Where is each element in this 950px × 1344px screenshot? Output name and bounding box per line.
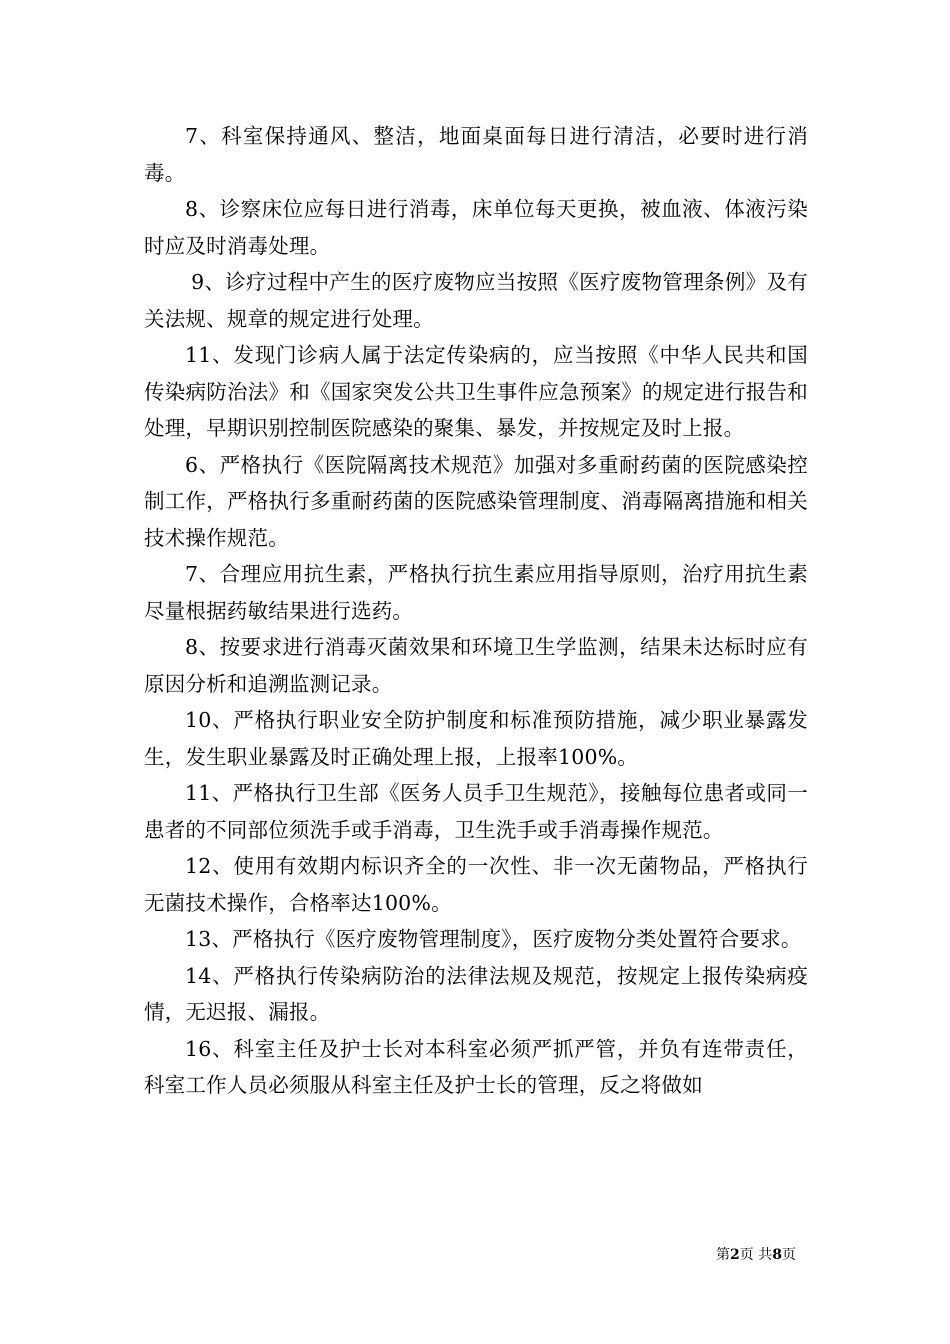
page-middle: 页 共 <box>739 1247 773 1263</box>
document-body <box>144 118 808 1104</box>
current-page-number: 2 <box>730 1247 740 1263</box>
paragraph-7: 8、按要求进行消毒灭菌效果和环境卫生学监测，结果未达标时应有原因分析和追溯监测记录。 <box>144 635 808 696</box>
paragraph-1: 7、科室保持通风、整洁，地面桌面每日进行清洁，必要时进行消毒。 <box>144 124 808 185</box>
paragraph-12: 14、严格执行传染病防治的法律法规及规范，按规定上报传染病疫情，无迟报、漏报。 <box>144 963 808 1024</box>
page-number <box>716 1246 796 1264</box>
paragraph-8: 10、严格执行职业安全防护制度和标准预防措施，减少职业暴露发生，发生职业暴露及时正确处理上报，上报率100%。 <box>144 708 808 769</box>
page-suffix: 页 <box>781 1247 796 1263</box>
total-pages-number: 8 <box>772 1247 782 1263</box>
paragraph-3: 9、诊疗过程中产生的医疗废物应当按照《医疗废物管理条例》及有关法规、规章的规定进行处理。 <box>144 270 808 331</box>
paragraph-11: 13、严格执行《医疗废物管理制度》，医疗废物分类处置符合要求。 <box>185 927 802 951</box>
paragraph-5: 6、严格执行《医院隔离技术规范》加强对多重耐药菌的医院感染控制工作，严格执行多重耐药菌的医院感染管理制度、消毒隔离措施和相关技术操作规范。 <box>144 452 808 550</box>
paragraph-13: 16、科室主任及护士长对本科室必须严抓严管，并负有连带责任，科室工作人员必须服从科室主任及护士长的管理，反之将做如 <box>144 1036 808 1097</box>
paragraph-4: 11、发现门诊病人属于法定传染病的，应当按照《中华人民共和国传染病防治法》和《国家突发公共卫生事件应急预案》的规定进行报告和处理，早期识别控制医院感染的聚集、暴发，并按规定及时上报。 <box>144 343 808 440</box>
paragraph-9: 11、严格执行卫生部《医务人员手卫生规范》，接触每位患者或同一患者的不同部位须洗手或手消毒，卫生洗手或手消毒操作规范。 <box>144 781 808 842</box>
paragraph-2: 8、诊察床位应每日进行消毒，床单位每天更换，被血液、体液污染时应及时消毒处理。 <box>144 197 808 258</box>
paragraph-10: 12、使用有效期内标识齐全的一次性、非一次无菌物品，严格执行无菌技术操作，合格率达100%。 <box>144 854 808 915</box>
paragraph-6: 7、合理应用抗生素，严格执行抗生素应用指导原则，治疗用抗生素尽量根据药敏结果进行选药。 <box>144 562 808 623</box>
page-prefix: 第 <box>716 1247 730 1263</box>
